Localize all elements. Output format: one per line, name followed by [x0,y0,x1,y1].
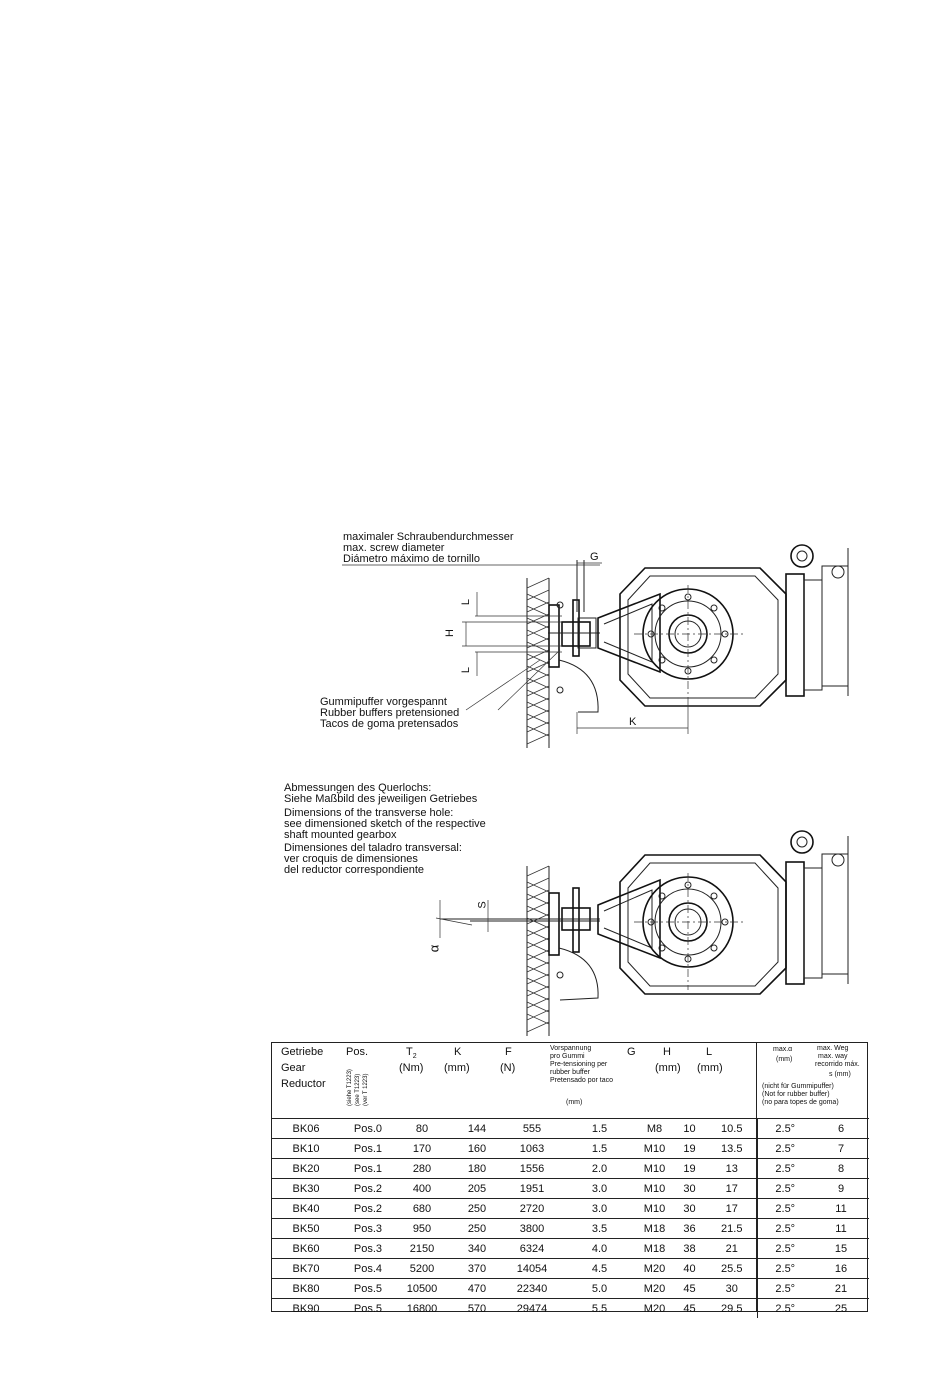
torque-arm-bracket-top [548,560,600,712]
cell-k: 250 [452,1199,502,1219]
cell-g: M10 [637,1139,672,1159]
cell-g: M10 [637,1159,672,1179]
header-way-unit: s (mm) [829,1071,851,1078]
cell-g: M20 [637,1279,672,1299]
cell-l: 13.5 [707,1139,757,1159]
cell-alpha: 2.5° [757,1119,813,1139]
spec-table-header-row [272,1042,869,1119]
cell-t2: 16800 [392,1299,452,1319]
rubber-buffer-label-en: Rubber buffers pretensioned [320,707,460,719]
cell-way: 7 [813,1139,869,1159]
cell-pretension: 2.0 [562,1159,637,1179]
header-alpha-note-3: (no para topes de goma) [762,1099,839,1106]
header-way-2: max. way [818,1053,848,1060]
screw-diameter-label-de: maximaler Schraubendurchmesser [343,531,514,543]
cell-gear: BK70 [272,1259,332,1279]
cell-g: M20 [637,1259,672,1279]
header-pretension-2: pro Gummi [550,1053,585,1060]
header-pos-note-1: (siehe T1223) [347,1069,353,1106]
cell-way: 15 [813,1239,869,1259]
header-gear-es: Reductor [281,1078,326,1090]
cell-pos: Pos.3 [332,1219,392,1239]
header-l-unit: (mm) [697,1062,723,1074]
spec-table [272,1042,869,1318]
cell-t2: 680 [392,1199,452,1219]
cell-alpha: 2.5° [757,1299,813,1319]
header-h-unit: (mm) [655,1062,681,1074]
table-row [272,1299,869,1319]
cell-h: 19 [672,1159,707,1179]
gearbox-body-top [620,545,848,706]
cell-k: 340 [452,1239,502,1259]
cell-t2: 400 [392,1179,452,1199]
header-f: F [505,1046,512,1058]
cell-t2: 10500 [392,1279,452,1299]
cell-pos: Pos.2 [332,1179,392,1199]
table-row [272,1219,869,1239]
table-row [272,1179,869,1199]
table-row [272,1119,869,1139]
cell-f: 2720 [502,1199,562,1219]
cell-alpha: 2.5° [757,1259,813,1279]
cell-k: 205 [452,1179,502,1199]
cell-pos: Pos.1 [332,1159,392,1179]
cell-h: 30 [672,1199,707,1219]
dimension-l-lower-label: L [460,666,473,674]
cell-g: M10 [637,1199,672,1219]
transverse-hole-label-de-2: Siehe Maßbild des jeweiligen Getriebes [284,793,478,805]
cell-alpha: 2.5° [757,1139,813,1159]
gearbox-body-bottom [620,831,848,994]
header-g: G [627,1046,636,1058]
header-alpha-note-1: (nicht für Gummipuffer) [762,1083,834,1090]
cell-t2: 80 [392,1119,452,1139]
cell-l: 21 [707,1239,757,1259]
cell-pretension: 1.5 [562,1119,637,1139]
header-pretension-5: Pretensado por taco [550,1077,614,1084]
transverse-hole-label-de-1: Abmessungen des Querlochs: [284,782,432,794]
screw-diameter-label-en: max. screw diameter [343,542,445,554]
cell-gear: BK06 [272,1119,332,1139]
cell-pretension: 1.5 [562,1139,637,1159]
cell-h: 36 [672,1219,707,1239]
header-way-1: max. Weg [817,1045,849,1052]
cell-gear: BK90 [272,1299,332,1319]
header-pos-note-3: (ver T 1223) [363,1073,369,1106]
table-row [272,1239,869,1259]
cell-gear: BK50 [272,1219,332,1239]
cell-pos: Pos.5 [332,1279,392,1299]
cell-way: 9 [813,1179,869,1199]
header-k: K [454,1046,462,1058]
cell-h: 38 [672,1239,707,1259]
cell-k: 570 [452,1299,502,1319]
cell-t2: 280 [392,1159,452,1179]
table-row [272,1159,869,1179]
transverse-hole-label-en-2: see dimensioned sketch of the respective [284,818,486,830]
transverse-hole-label-es-2: ver croquis de dimensiones [284,853,418,865]
cell-pos: Pos.1 [332,1139,392,1159]
cell-pos: Pos.2 [332,1199,392,1219]
header-k-unit: (mm) [444,1062,470,1074]
cell-t2: 2150 [392,1239,452,1259]
header-gear-de: Getriebe [281,1046,324,1058]
dimension-k-label: K [629,716,637,728]
cell-h: 30 [672,1179,707,1199]
cell-f: 29474 [502,1299,562,1319]
header-pretension-unit: (mm) [566,1099,583,1106]
transverse-hole-label-en-3: shaft mounted gearbox [284,829,397,841]
header-alpha-note-2: (Not for rubber buffer) [762,1091,830,1098]
cell-t2: 5200 [392,1259,452,1279]
cell-k: 250 [452,1219,502,1239]
cell-l: 29.5 [707,1299,757,1319]
transverse-hole-label-es-3: del reductor correspondiente [284,864,425,876]
screw-diameter-label-es: Diámetro máximo de tornillo [343,553,480,565]
cell-g: M10 [637,1179,672,1199]
dimension-l-upper-label: L [460,598,473,606]
header-f-unit: (N) [500,1062,516,1074]
cell-way: 8 [813,1159,869,1179]
torque-arm-bracket-bottom [440,888,600,1000]
header-h: H [663,1046,671,1058]
header-alpha-unit: (mm) [776,1056,793,1063]
cell-pretension: 3.5 [562,1219,637,1239]
cell-pretension: 4.0 [562,1239,637,1259]
header-pretension-3: Pre-tensioning per [550,1061,608,1068]
cell-k: 370 [452,1259,502,1279]
dimension-h-label: H [443,629,456,637]
cell-pretension: 3.0 [562,1179,637,1199]
cell-t2: 950 [392,1219,452,1239]
cell-f: 555 [502,1119,562,1139]
header-pretension-1: Vorspannung [550,1045,592,1052]
cell-l: 30 [707,1279,757,1299]
table-row [272,1259,869,1279]
cell-alpha: 2.5° [757,1279,813,1299]
cell-gear: BK10 [272,1139,332,1159]
cell-alpha: 2.5° [757,1179,813,1199]
cell-l: 10.5 [707,1119,757,1139]
cell-f: 6324 [502,1239,562,1259]
cell-pos: Pos.3 [332,1239,392,1259]
cell-pretension: 4.5 [562,1259,637,1279]
cell-l: 21.5 [707,1219,757,1239]
cell-g: M20 [637,1299,672,1319]
rubber-buffer-label-de: Gummipuffer vorgespannt [320,696,447,708]
wall-hatch-top [527,578,549,748]
cell-gear: BK40 [272,1199,332,1219]
cell-way: 16 [813,1259,869,1279]
cell-pos: Pos.4 [332,1259,392,1279]
cell-f: 1063 [502,1139,562,1159]
transverse-hole-label-es-1: Dimensiones del taladro transversal: [284,842,462,854]
header-gear-en: Gear [281,1062,306,1074]
header-pretension-4: rubber buffer [550,1069,590,1076]
cell-way: 21 [813,1279,869,1299]
cell-f: 1556 [502,1159,562,1179]
cell-gear: BK30 [272,1179,332,1199]
header-t2-subscript: 2 [412,1053,417,1061]
cell-k: 470 [452,1279,502,1299]
cell-way: 11 [813,1199,869,1219]
cell-h: 19 [672,1139,707,1159]
cell-h: 45 [672,1279,707,1299]
cell-way: 11 [813,1219,869,1239]
cell-g: M18 [637,1219,672,1239]
dimension-g-label: G [590,551,599,563]
cell-way: 6 [813,1119,869,1139]
cell-k: 160 [452,1139,502,1159]
cell-pos: Pos.5 [332,1299,392,1319]
cell-l: 25.5 [707,1259,757,1279]
cell-l: 13 [707,1159,757,1179]
cell-gear: BK60 [272,1239,332,1259]
cell-l: 17 [707,1199,757,1219]
table-row [272,1199,869,1219]
cell-h: 45 [672,1299,707,1319]
header-t2-unit: (Nm) [399,1062,424,1074]
rubber-buffer-label-es: Tacos de goma pretensados [320,718,459,730]
cell-pos: Pos.0 [332,1119,392,1139]
header-t2-letter: T [406,1046,413,1058]
header-alpha: max.α [773,1046,793,1053]
cell-alpha: 2.5° [757,1219,813,1239]
cell-g: M8 [637,1119,672,1139]
cell-pretension: 5.0 [562,1279,637,1299]
cell-f: 14054 [502,1259,562,1279]
cell-g: M18 [637,1239,672,1259]
cell-gear: BK80 [272,1279,332,1299]
cell-h: 40 [672,1259,707,1279]
table-row [272,1279,869,1299]
spec-table-body [272,1119,869,1319]
dimension-s-label: S [476,901,489,909]
table-row [272,1139,869,1159]
dimension-alpha-label: α [426,944,442,953]
wall-hatch-bottom [527,866,549,1036]
cell-pretension: 5.5 [562,1299,637,1319]
cell-h: 10 [672,1119,707,1139]
cell-t2: 170 [392,1139,452,1159]
cell-alpha: 2.5° [757,1239,813,1259]
cell-k: 180 [452,1159,502,1179]
cell-way: 25 [813,1299,869,1319]
cell-alpha: 2.5° [757,1159,813,1179]
cell-f: 1951 [502,1179,562,1199]
cell-f: 22340 [502,1279,562,1299]
header-l: L [706,1046,713,1058]
cell-pretension: 3.0 [562,1199,637,1219]
header-pos-note-2: (see T1223) [355,1073,361,1106]
cell-k: 144 [452,1119,502,1139]
cell-l: 17 [707,1179,757,1199]
transverse-hole-label-en-1: Dimensions of the transverse hole: [284,807,454,819]
header-way-3: recorrido máx. [815,1061,860,1068]
cell-gear: BK20 [272,1159,332,1179]
header-pos: Pos. [346,1046,369,1058]
cell-f: 3800 [502,1219,562,1239]
cell-alpha: 2.5° [757,1199,813,1219]
